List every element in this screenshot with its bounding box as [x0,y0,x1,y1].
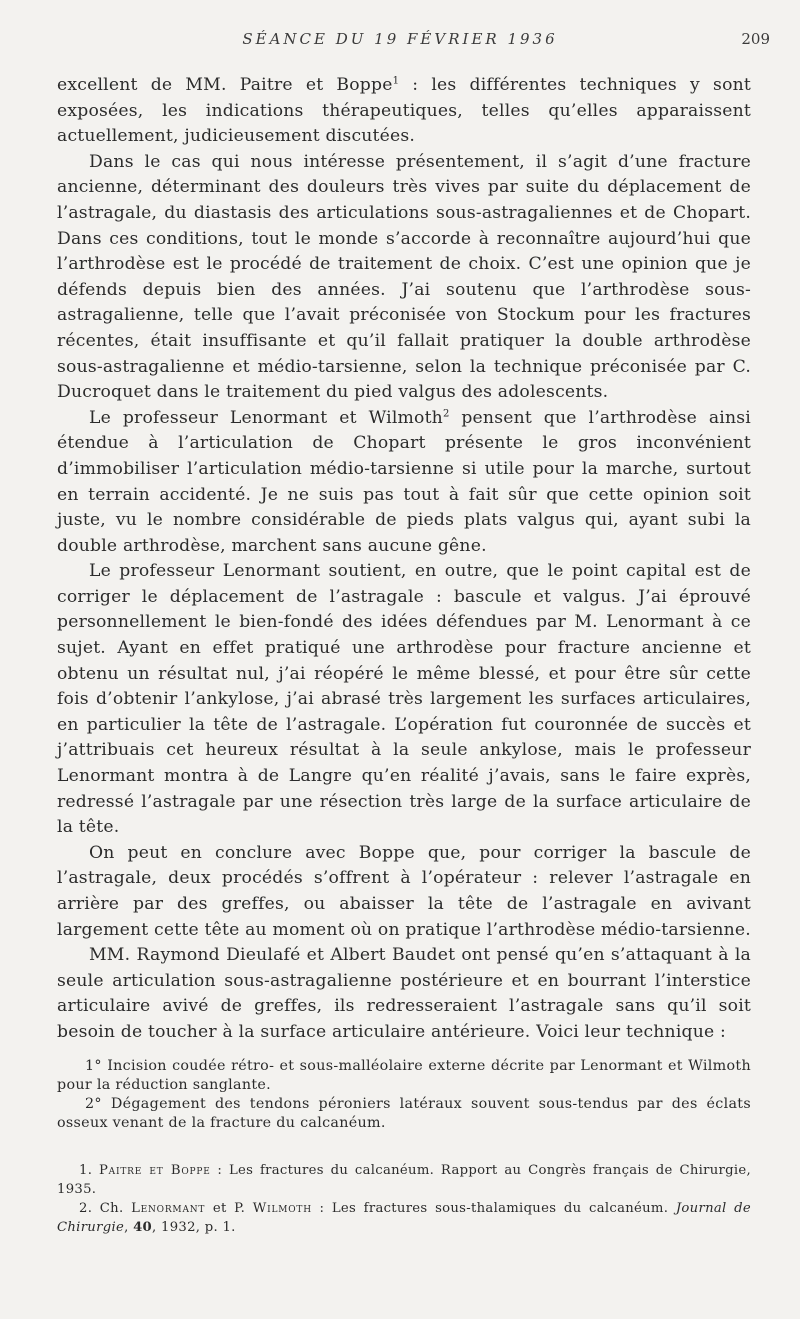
step-item [57,1057,751,1095]
footnote-2-journal: Journal de Chirurgie [57,1201,751,1235]
footnote-2-author-2: Wilmoth [252,1201,312,1216]
paragraph-5: On peut en conclure avec Boppe que, pour corriger la bascule de l’astragale, deux procédés s’offrent à l’opérateur : relever l’astragale en arrière par des greffes, ou abaisser la tête de l’astragale en avivant largement cette tête au moment où on pratique l’arthrodèse médio-tarsienne. [57,842,751,940]
paragraph-1-text-b: : les différentes techniques y sont exposées, les indications thérapeutiques, telles qu’elles apparaissent actuellement, judicieusement discutées. [57,75,751,147]
footnote-2-author-1: Lenormant [131,1201,206,1216]
footnote-2-separator: , [124,1220,134,1235]
paragraph-3-text-b: pensent que l’arthrodèse ainsi étendue à l’articulation de Chopart présente le gros inconvénient d’immobiliser l’articulation médio-tarsienne si utile pour la marche, surtout en terrain accidenté. Je ne suis pas tout à fait sûr que cette opinion soit juste, vu le nombre considérable de pieds plats valgus qui, ayant subi la double arthrodèse, marchent sans aucune gêne. [57,407,751,556]
paragraph-6: MM. Raymond Dieulafé et Albert Baudet ont pensé qu’en s’attaquant à la seule articulation sous-astragalienne postérieure et en bourrant l’interstice articulaire avivé de greffes, ils redresseraient l’astragale sans qu’il soit besoin de toucher à la surface articulaire antérieure. Voici leur technique : [57,945,751,1042]
page-number: 209 [741,30,770,48]
technique-steps [57,1057,751,1133]
footnote-2 [57,1199,751,1237]
footnotes [57,1161,751,1237]
step-number: 2° [85,1096,102,1112]
footnote-2-text: : Les fractures sous-thalamiques du calcanéum. [311,1201,669,1216]
step-text: Dégagement des tendons péroniers latéraux souvent sous-tendus par des éclats osseux venant de la fracture du calcanéum. [57,1096,751,1131]
footnote-2-volume: 40 [133,1220,153,1235]
footnote-2-initial: Ch. [99,1201,132,1216]
footnote-2-number: 2. [79,1201,93,1216]
body-text [57,73,751,1046]
footnote-1-number: 1. [79,1163,93,1178]
page-header [0,30,800,54]
paragraph-1-text-a: excellent de MM. Paitre et Boppe [57,75,393,95]
paragraph-1 [57,73,751,150]
footnote-ref-2: 2 [442,407,450,419]
footnote-1-text: : Les fractures du calcanéum. Rapport au Congrès français de Chirurgie, 1935. [57,1163,752,1197]
footnote-1 [57,1161,751,1199]
running-head: SÉANCE DU 19 FÉVRIER 1936 [242,30,558,48]
footnote-ref-1: 1 [392,75,400,87]
footnote-1-authors: Paitre et Boppe [99,1163,211,1178]
paragraph-2: Dans le cas qui nous intéresse présentement, il s’agit d’une fracture ancienne, déterminant des douleurs très vives par suite du déplacement de l’astragale, du diastasis des articulations sous-astragaliennes et de Chopart. Dans ces conditions, tout le monde s’accorde à reconnaître aujourd’hui que l’arthrodèse est le procédé de traitement de choix. C’est une opinion que je défends depuis bien des années. J’ai soutenu que l’arthrodèse sous-astragalienne, telle que l’avait préconisée von Stockum pour les fractures récentes, était insuffisante et qu’il fallait pratiquer la double arthrodèse sous-astragalienne et médio-tarsienne, selon la technique préconisée par C. Ducroquet dans le traitement du pied valgus des adolescents. [57,151,751,403]
footnote-2-conjunction: et P. [205,1201,253,1216]
step-item [57,1095,751,1133]
paragraph-3 [57,406,751,560]
step-text: Incision coudée rétro- et sous-malléolaire externe décrite par Lenormant et Wilmoth pour la réduction sanglante. [57,1058,751,1093]
footnote-2-rest: , 1932, p. 1. [152,1220,236,1235]
paragraph-3-text-a: Le professeur Lenormant et Wilmoth [89,407,443,428]
step-number: 1° [85,1058,102,1074]
paragraph-4: Le professeur Lenormant soutient, en outre, que le point capital est de corriger le déplacement de l’astragale : bascule et valgus. J’ai éprouvé personnellement le bien-fondé des idées défendues par M. Lenormant à ce sujet. Ayant en effet pratiqué une arthrodèse pour fracture ancienne et obtenu un résultat nul, j’ai réopéré le même blessé, et pour être sûr cette fois d’obtenir l’ankylose, j’ai abrasé très largement les surfaces articulaires, en particulier la tête de l’astragale. L’opération fut couronnée de succès et j’attribuais cet heureux résultat à la seule ankylose, mais le professeur Lenormant montra à de Langre qu’en réalité j’avais, sans le faire exprès, redressé l’astragale par une résection très large de la surface articulaire de la tête. [57,561,751,838]
